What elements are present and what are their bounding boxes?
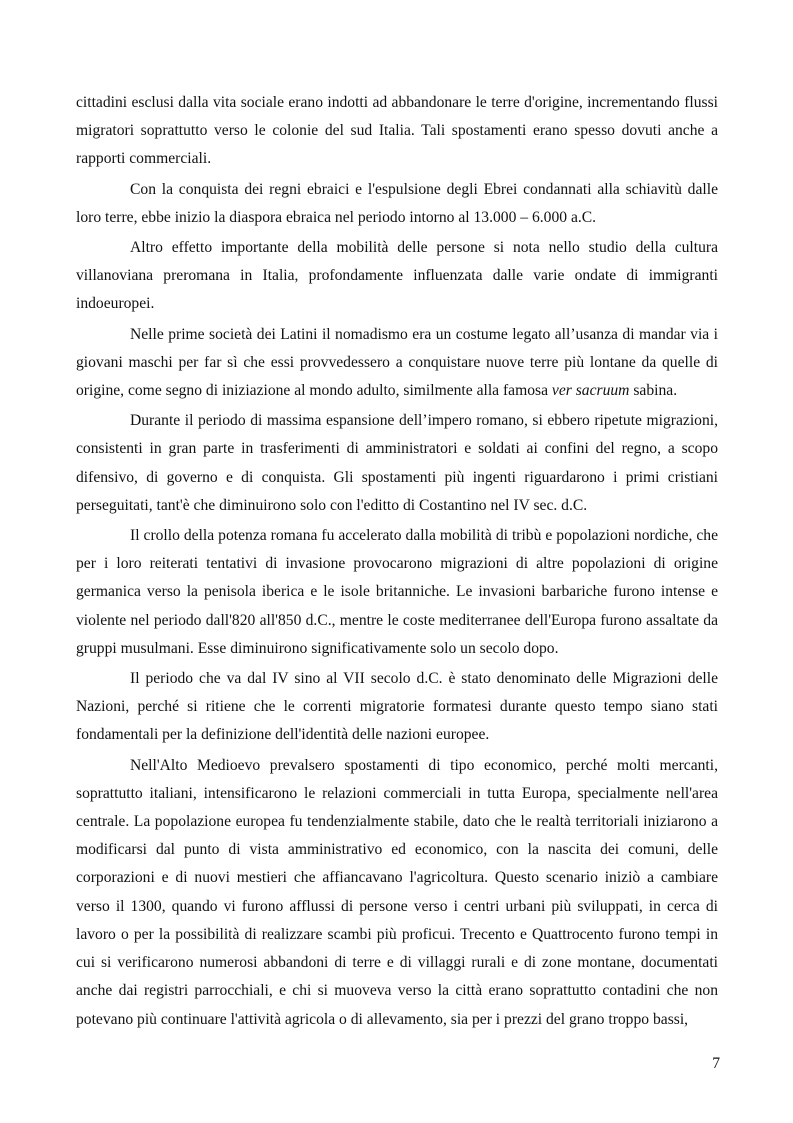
paragraph-4: [76, 321, 718, 406]
paragraph-6: Il crollo della potenza romana fu accelerato dalla mobilità di tribù e popolazioni nordiche, che per i loro reiterati tentativi di invasione provocarono migrazioni di altre popolazioni di origine germanica verso la penisola iberica e le isole britanniche. Le invasioni barbariche furono intense e violente nel periodo dall'820 all'850 d.C., mentre le coste mediterranee dell'Europa furono assaltate da gruppi musulmani. Esse diminuirono significativamente solo un secolo dopo.: [76, 527, 718, 657]
paragraph-7: Il periodo che va dal IV sino al VII secolo d.C. è stato denominato delle Migrazioni delle Nazioni, perché si ritiene che le correnti migratorie formatesi durante questo tempo siano stati fondamentali per la definizione dell'identità delle nazioni europee.: [76, 670, 718, 744]
paragraph-3: Altro effetto importante della mobilità delle persone si nota nello studio della cultura villanoviana preromana in Italia, profondamente influenzata dalle varie ondate di immigranti indoeuropei.: [76, 239, 718, 313]
paragraph-5: Durante il periodo di massima espansione dell’impero romano, si ebbero ripetute migrazioni, consistenti in gran parte in trasferimenti di amministratori e soldati ai confini del regno, a scopo difensivo, di governo e di conquista. Gli spostamenti più ingenti riguardarono i primi cristiani perseguitati, tant'è che diminuirono solo con l'editto di Costantino nel IV sec. d.C.: [76, 412, 718, 514]
page-number: 7: [712, 1055, 720, 1072]
paragraph-4-italic: ver sacruum: [551, 382, 630, 400]
paragraph-1: cittadini esclusi dalla vita sociale erano indotti ad abbandonare le terre d'origine, incrementando flussi migratori soprattutto verso le colonie del sud Italia. Tali spostamenti erano spesso dovuti anche a rapporti commerciali.: [76, 94, 718, 168]
paragraph-8: Nell'Alto Medioevo prevalsero spostamenti di tipo economico, perché molti mercanti, soprattutto italiani, intensificarono le relazioni commerciali in tutta Europa, specialmente nell'area centrale. La popolazione europea fu tendenzialmente stabile, dato che le realtà territoriali iniziarono a modificarsi dal punto di vista amministrativo ed economico, con la nascita dei comuni, delle corporazioni e di nuovi mestieri che affiancavano l'agricoltura. Questo scenario iniziò a cambiare verso il 1300, quando vi furono afflussi di persone verso i centri urbani più sviluppati, in cerca di lavoro o per la possibilità di realizzare scambi più proficui. Trecento e Quattrocento furono tempi in cui si verificarono numerosi abbandoni di terre e di villaggi rurali e di zone montane, documentati anche dai registri parrocchiali, e chi si muoveva verso la città erano soprattutto contadini che non potevano più continuare l'attività agricola o di allevamento, sia per i prezzi del grano troppo bassi,: [76, 756, 718, 1028]
paragraph-2: Con la conquista dei regni ebraici e l'espulsione degli Ebrei condannati alla schiavitù dalle loro terre, ebbe inizio la diaspora ebraica nel periodo intorno al 13.000 – 6.000 a.C.: [76, 180, 718, 226]
paragraph-4-text-before: Nelle prime società dei Latini il nomadismo era un costume legato all’usanza di mandar via i giovani maschi per far sì che essi provvedessero a conquistare nuove terre più lontane da quelle di origine, come segno di iniziazione al mondo adulto, similmente alla famosa: [76, 325, 718, 400]
paragraph-4-text-after: sabina.: [629, 382, 678, 400]
document-body: [76, 89, 718, 1036]
